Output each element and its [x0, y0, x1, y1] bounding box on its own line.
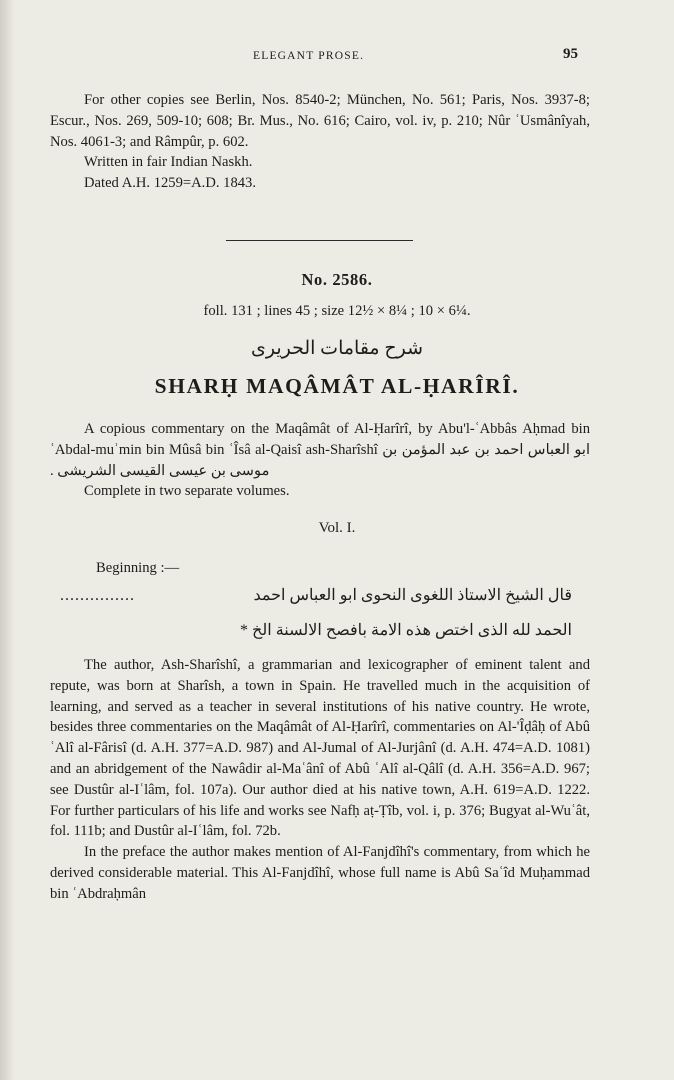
preface-paragraph: In the preface the author makes mention of Al-Fanjdîhî's commentary, from which he derived considerable material. This Al-Fanjdîhî, whose full name is Abû Saʿîd Muḥammad bin ʿAbdraḥmân	[50, 844, 590, 902]
page-number: 95	[563, 46, 578, 62]
arabic-title: شرح مقامات الحريرى	[250, 338, 424, 359]
description	[50, 419, 590, 502]
prose-section	[50, 655, 590, 905]
page-gutter-shadow	[0, 0, 14, 1080]
arabic-line1-text: قال الشيخ الاستاذ اللغوى النحوى ابو العباس احمد	[253, 587, 572, 604]
previous-entry	[50, 90, 590, 194]
ellipsis-dots: ...............	[60, 587, 135, 604]
description-line1: A copious commentary on the Maqâmât of Al-Ḥarîrî, by Abu'l-ʿAbbâs Aḥmad bin ʿAbdal-muʾmin bin Mûsâ bin ʿÎsâ al-Qaisî ash-Sharîshî	[50, 421, 590, 458]
description-text	[50, 419, 590, 481]
entry-title: SHARḤ MAQÂMÂT AL-ḤARÎRÎ.	[154, 374, 520, 398]
running-head	[0, 46, 674, 70]
author-paragraph: The author, Ash-Sharîshî, a grammarian and lexicographer of eminent talent and repute, was born at Sharîsh, a town in Spain. He travelled much in the acquisition of learning, and served as a teacher in several institutions of his native country. He wrote, besides three commentaries on the Maqâmât of Al-Ḥarîrî, commentaries on Al-'Îḍâḥ of Abû ʿAlî al-Fârisî (d. A.H. 377=A.D. 987) and Al-Jumal of Al-Jurjânî (d. A.H. 474=A.D. 1081) and an abridgement of the Nawâdir al-Maʿânî of Abû ʿAlî al-Qâlî (d. A.H. 356=A.D. 967; see Dustûr al-Iʿlâm, fol. 107a). Our author died at his native town, A.H. 619=A.D. 1222. For further particulars of his life and works see Nafḥ aṭ-Ṭîb, vol. i, p. 376; Bugyat al-Wuʿât, fol. 111b; and Dustûr al-Iʿlâm, fol. 72b.	[50, 657, 590, 840]
beginning-arabic-line1	[60, 585, 580, 611]
entry-number: No. 2586.	[301, 270, 373, 289]
volume-label: Vol. I.	[318, 520, 356, 536]
volumes-note: Complete in two separate volumes.	[84, 483, 290, 500]
running-head-title: ELEGANT PROSE.	[253, 50, 365, 62]
dated-note: Dated A.H. 1259=A.D. 1843.	[84, 175, 256, 192]
copies-note: For other copies see Berlin, Nos. 8540-2; München, No. 561; Paris, Nos. 3937-8; Escur., Nos. 269, 509-10; 608; Br. Mus., No. 616; Cairo, vol. iv, p. 210; Nûr ʿUsmânîyah, Nos. 4061-3; and Râmpûr, p. 602.	[50, 92, 590, 150]
physical-description: foll. 131 ; lines 45 ; size 12½ × 8¼ ; 10 × 6¼.	[203, 303, 471, 319]
beginning-label: Beginning :—	[96, 560, 180, 576]
arabic-author-name: ابو العباس احمد بن عبد المؤمن بن موسى بن عيسى القيسى الشريشى .	[50, 441, 591, 479]
script-note: Written in fair Indian Naskh.	[84, 154, 253, 171]
section-divider	[226, 240, 413, 241]
beginning-arabic-line2: الحمد لله الذى اختص هذه الامة بافصح الالسنة الخ *	[240, 622, 572, 639]
